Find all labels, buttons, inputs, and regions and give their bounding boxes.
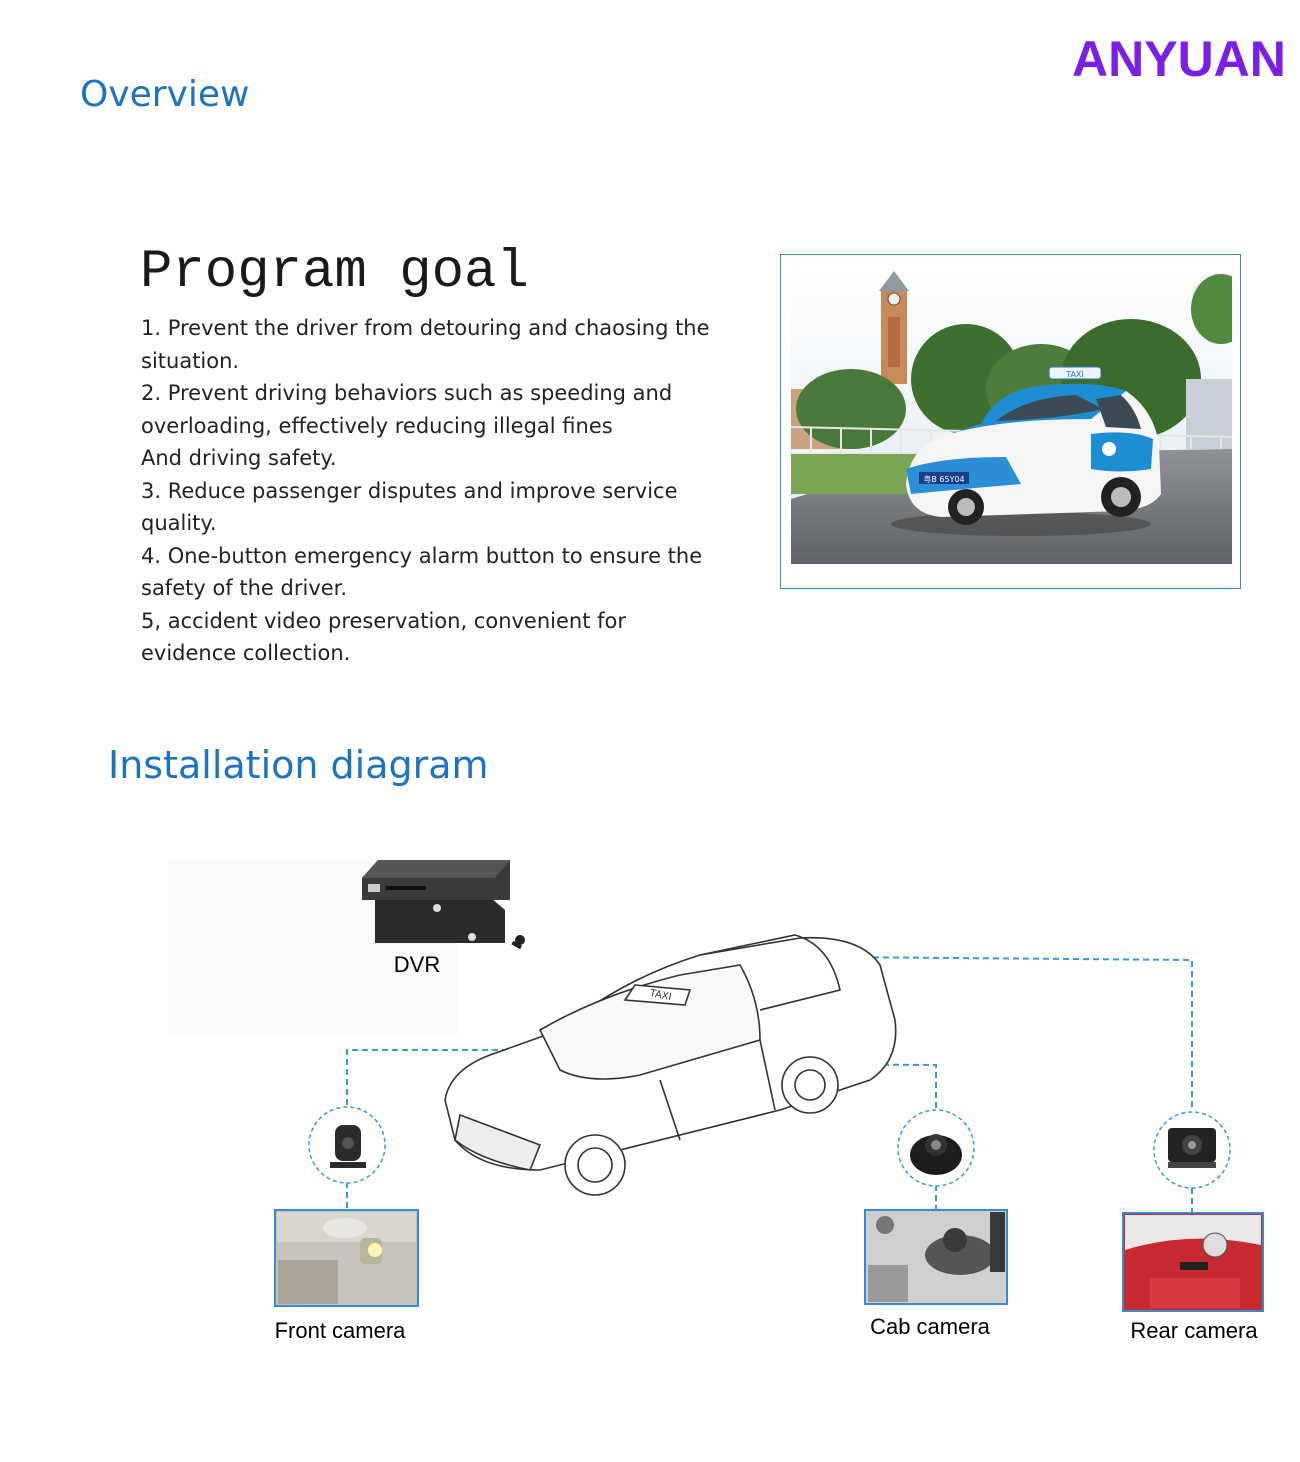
taxi-roof-sign: TAXI	[1066, 370, 1084, 379]
cab-camera-label: Cab camera	[870, 1314, 990, 1339]
front-camera-icon	[309, 1107, 385, 1183]
cab-camera-photo	[865, 1210, 1007, 1304]
tree	[796, 369, 906, 449]
brand-logo: ANYUAN	[1072, 31, 1286, 87]
goal-list	[141, 312, 781, 670]
goal-line: 1. Prevent the driver from detouring and chaosing the	[141, 316, 710, 340]
front-camera-label: Front camera	[274, 1318, 406, 1343]
goal-line: And driving safety.	[141, 446, 337, 470]
clock-tower	[879, 271, 909, 384]
front-camera-photo	[275, 1210, 418, 1306]
dvr-device	[362, 860, 525, 949]
installation-diagram	[0, 800, 1300, 1420]
taxi-line-art	[445, 935, 896, 1195]
building	[1186, 379, 1232, 449]
dvr-label: DVR	[393, 952, 441, 977]
installation-heading: Installation diagram	[108, 743, 489, 787]
goal-line: 3. Reduce passenger disputes and improve service	[141, 478, 678, 503]
goal-line: safety of the driver.	[141, 576, 348, 600]
taxi-photo	[791, 269, 1232, 564]
goal-line: 5, accident video preservation, convenient for	[141, 608, 627, 633]
rear-camera-photo	[1123, 1213, 1263, 1311]
goal-line: situation.	[141, 348, 240, 373]
overview-heading: Overview	[80, 74, 250, 115]
rear-camera-icon	[1154, 1112, 1230, 1188]
goal-line: quality.	[141, 511, 217, 535]
rear-camera-label: Rear camera	[1130, 1318, 1258, 1343]
key-icon	[511, 935, 525, 949]
goal-line: evidence collection.	[141, 641, 351, 665]
cab-camera-icon	[898, 1110, 974, 1186]
taxi-photo-frame	[780, 254, 1241, 589]
goal-line: 4. One-button emergency alarm button to ensure the	[141, 543, 703, 568]
goal-line: 2. Prevent driving behaviors such as speeding and	[141, 381, 673, 405]
license-plate: 粤B 65Y04	[923, 475, 965, 484]
car-roof-sign: TAXI	[648, 987, 673, 1004]
program-goal-title: Program goal	[140, 242, 529, 303]
goal-line: overloading, effectively reducing illegal fines	[141, 413, 613, 438]
